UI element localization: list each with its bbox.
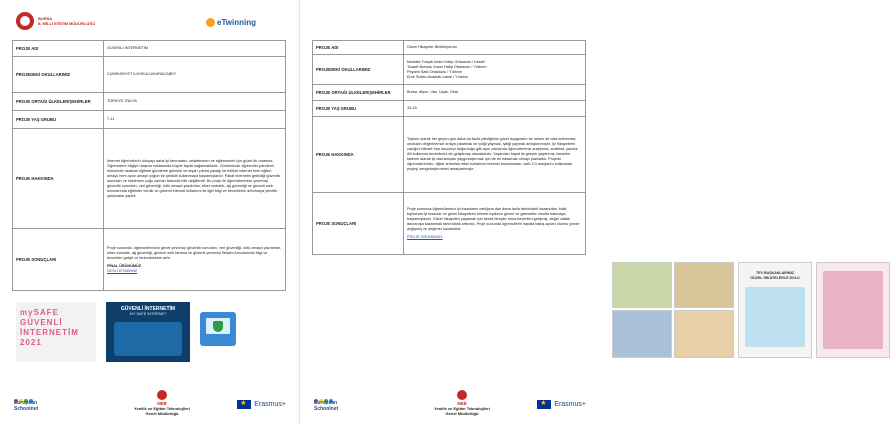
row-value: Güzel Hikayeler Biriktiriyorum	[404, 41, 586, 55]
safe-computer-image	[200, 312, 236, 346]
row-label: PROJE ORTAĞI ÜLKELER/ŞEHİRLER	[13, 93, 104, 111]
erasmus-logo	[237, 400, 286, 409]
right-photo-grid	[612, 262, 890, 358]
row-label: PROJE HAKKINDA	[13, 129, 104, 229]
left-page	[0, 0, 300, 424]
student-work-photo	[612, 262, 672, 308]
meb-logo	[16, 12, 108, 30]
table-row	[313, 55, 586, 85]
mysafe-poster-image	[16, 302, 96, 362]
table-row	[313, 101, 586, 117]
row-label: PROJE ADI	[313, 41, 404, 55]
etwinning-mark-icon	[206, 18, 215, 27]
row-value	[404, 193, 586, 255]
stories-poster-text: TEV BAŞKANLARIMIZ GÜZEL HİKAYELERLE DOLU	[750, 271, 800, 280]
european-schoolnet-text: European Schoolnet	[314, 400, 339, 412]
student-work-photo	[674, 310, 734, 358]
stories-poster-image	[738, 262, 812, 358]
european-schoolnet-mark-icon	[14, 390, 38, 398]
row-label: PROJE YAŞ GRUBU	[313, 101, 404, 117]
table-row	[13, 129, 286, 229]
safe-internet-banner-image	[106, 302, 190, 362]
row-label: PROJE ADI	[13, 41, 104, 57]
table-row	[13, 111, 286, 129]
mysafe-poster-text: mySAFE GÜVENLİ İNTERNETİM 2021	[20, 308, 79, 347]
banner-subtitle: MY SAFE INTERNET	[129, 312, 167, 316]
left-photo-strip	[16, 302, 282, 392]
row-value: TÜRKİYE-İTALYA	[104, 93, 286, 111]
row-label: PROJEDEKİ OKULLARIMIZ	[13, 57, 104, 93]
erasmus-text: Erasmus+	[554, 401, 586, 408]
stories-poster-illustration	[745, 287, 805, 347]
student-work-photo	[612, 310, 672, 358]
european-schoolnet-mark-icon	[314, 390, 338, 398]
row-value: CUMHURİYET İLKOKULU/KARACABEY	[104, 57, 286, 93]
row-value: 10-15	[404, 101, 586, 117]
table-row	[13, 57, 286, 93]
audio-book-link[interactable]: SESLİ KİTABIMIZ	[107, 268, 138, 273]
meb-footer-logo	[422, 390, 502, 416]
results-text: Proje sonunda, öğrencilerimizin genel çevrimiçi güvenlik sorunları, veri güvenliği, kötü amaçlı yazılımlar, siber zorbalık, ağ güvenliği, güvenli web tarama ve güvenli çevrimiçi iletişim konularında bilgi ve becerileri gelişti ve farkındalıkları arttı.	[107, 245, 281, 260]
row-value: GÜVENLİ İNTERNETİM	[104, 41, 286, 57]
left-project-table	[12, 40, 286, 291]
row-value: Mustafa Turşak İmam Hatip Ortaokulu / Kestel Ticaret Borsası İmam Hatip Ortaokulu / Yıldırım Peyami Safa Ortaokulu / Yıldırım Emir Sultan Anadolu Lisesi / Yıldırım	[404, 55, 586, 85]
final-product-heading: FİNAL ÜRÜNÜMÜZ	[107, 263, 142, 268]
meb-seal-icon	[16, 12, 34, 30]
table-row	[13, 93, 286, 111]
etwinning-text: eTwinning	[217, 18, 256, 27]
children-illustration	[823, 271, 883, 349]
row-label: PROJE SONUÇLARI	[13, 229, 104, 291]
table-row	[313, 117, 586, 193]
right-project-table	[312, 40, 586, 255]
row-label: PROJE HAKKINDA	[313, 117, 404, 193]
student-work-photo	[674, 262, 734, 308]
right-footer	[314, 390, 586, 416]
shield-icon	[213, 321, 223, 332]
banner-title: GÜVENLİ İNTERNETİM	[120, 306, 176, 312]
table-row	[313, 41, 586, 55]
eu-flag-icon	[237, 400, 251, 409]
row-value: Toplum olarak her geçen gün daha da fazla yitirdiğimiz güzel duyguların bir nebze de olsa artırılması, unutulan değerlerimizi ortaya çıkarmak ve iyiliği yaymak, iyiliği yaymak amaçlanmıştır. İyi hikayelerin varlığını bilmek hep mucizeyi doğurduğu gibi aynı zamanda öğrencilerimiz araştırma, anlatma, yazma, dili kullanma becerilerini de geliştirmiş olacaklardır. Yaşanılan hayat ile gerçek yaşanmış örnekleri kaleme alarak iyi davranışları yaygınlaştırmak için de bir basamak olmayı planladık. Projede öğrencilerimizin, dijital ortamları etkin kullanma becerisi kazanmaları, web 2.0 araçlarını kullanarak projeyi zenginleştirmeleri amaçlanmıştır.	[404, 117, 586, 193]
children-illustration-image	[816, 262, 890, 358]
meb-footer-logo	[122, 390, 202, 416]
table-row	[313, 85, 586, 101]
european-schoolnet-text: European Schoolnet	[14, 400, 39, 412]
row-label: PROJE YAŞ GRUBU	[13, 111, 104, 129]
row-value	[104, 229, 286, 291]
left-footer	[14, 390, 286, 416]
meb-footer-seal-icon	[157, 390, 167, 400]
row-label: PROJE SONUÇLARI	[313, 193, 404, 255]
results-text: Proje sonunda öğrencilerimiz iyi insanların varlığına dair daha fazla farkındalık kazandılar. Halk toplumda iyi insanlar ve güzel hikayelerin bilerek toplumu güven ve gelecekte umutla bakmaya başlamışlardır. Güzel hikayeleri yaşamak için istekli bireyler olma becerileri gelişmiş, değer odaklı davranışa kazanmak farkındalık arttırıldı. Proje sonunda öğrencilerin hayata bakış açıları olumlu yönde değişmiş ve değerler kazandılar.	[407, 207, 580, 231]
etwinning-logo	[206, 18, 256, 27]
table-row	[13, 41, 286, 57]
row-value: 7-11	[104, 111, 286, 129]
erasmus-logo	[537, 400, 586, 409]
project-product-link[interactable]: PROJE ÜRÜNÜMÜZ	[407, 235, 443, 239]
meb-short: MEB	[457, 401, 467, 406]
erasmus-text: Erasmus+	[254, 401, 286, 408]
row-label: PROJE ORTAĞI ÜLKELER/ŞEHİRLER	[313, 85, 404, 101]
meb-logo-text: BURSA İL MİLLİ EĞİTİM MÜDÜRLÜĞÜ	[38, 16, 96, 26]
table-row	[313, 193, 586, 255]
left-header	[8, 8, 292, 36]
row-value: Bursa, Afyon, Van, Uşak, Ordu	[404, 85, 586, 101]
meb-unit: Yenilik ve Eğitim Teknolojileri Genel Müdürlüğü	[434, 406, 490, 416]
right-page	[300, 0, 800, 424]
meb-footer-seal-icon	[457, 390, 467, 400]
meb-short: MEB	[157, 401, 167, 406]
meb-unit: Yenilik ve Eğitim Teknolojileri Genel Müdürlüğü	[134, 406, 190, 416]
banner-illustration	[114, 322, 182, 356]
eu-flag-icon	[537, 400, 551, 409]
row-label: PROJEDEKİ OKULLARIMIZ	[313, 55, 404, 85]
row-value: İnternet öğrencilerin dünyayı daha iyi tanımaları, keşfetmeleri ve eğlenmeleri için güzel bir ortamdır. Öğrencilere bilgiye ulaşma noktasında büyük fayda sağlamaktadır. Günümüzde öğrenciler pandemi sürecinde uzaktan eğitime gündeme gelmesi ve dışarı çıkma yasağı ile birlikte internet hem eğitim amaçlı hem oyun amaçlı yoğun bir şekilde kullanmaya başlamışlardır. Fakat internetin getirdiği güvenlik sorunları ve risklerinin çoğu zaman farkında bile değillerdir. Bu proje ile öğrencilerimize çevrimiçi güvenlik sorunları, veri güvenliği, kötü amaçlı yazılımlar, siber zorbalık, ağ güvenliği ve güvenli web konularında eğitimler verdik ve güvenli internet kullanımı ile ilgili bilgi ve becerilerini arttırmaya yönelik çalışmalar yaptık.	[104, 129, 286, 229]
table-row	[13, 229, 286, 291]
